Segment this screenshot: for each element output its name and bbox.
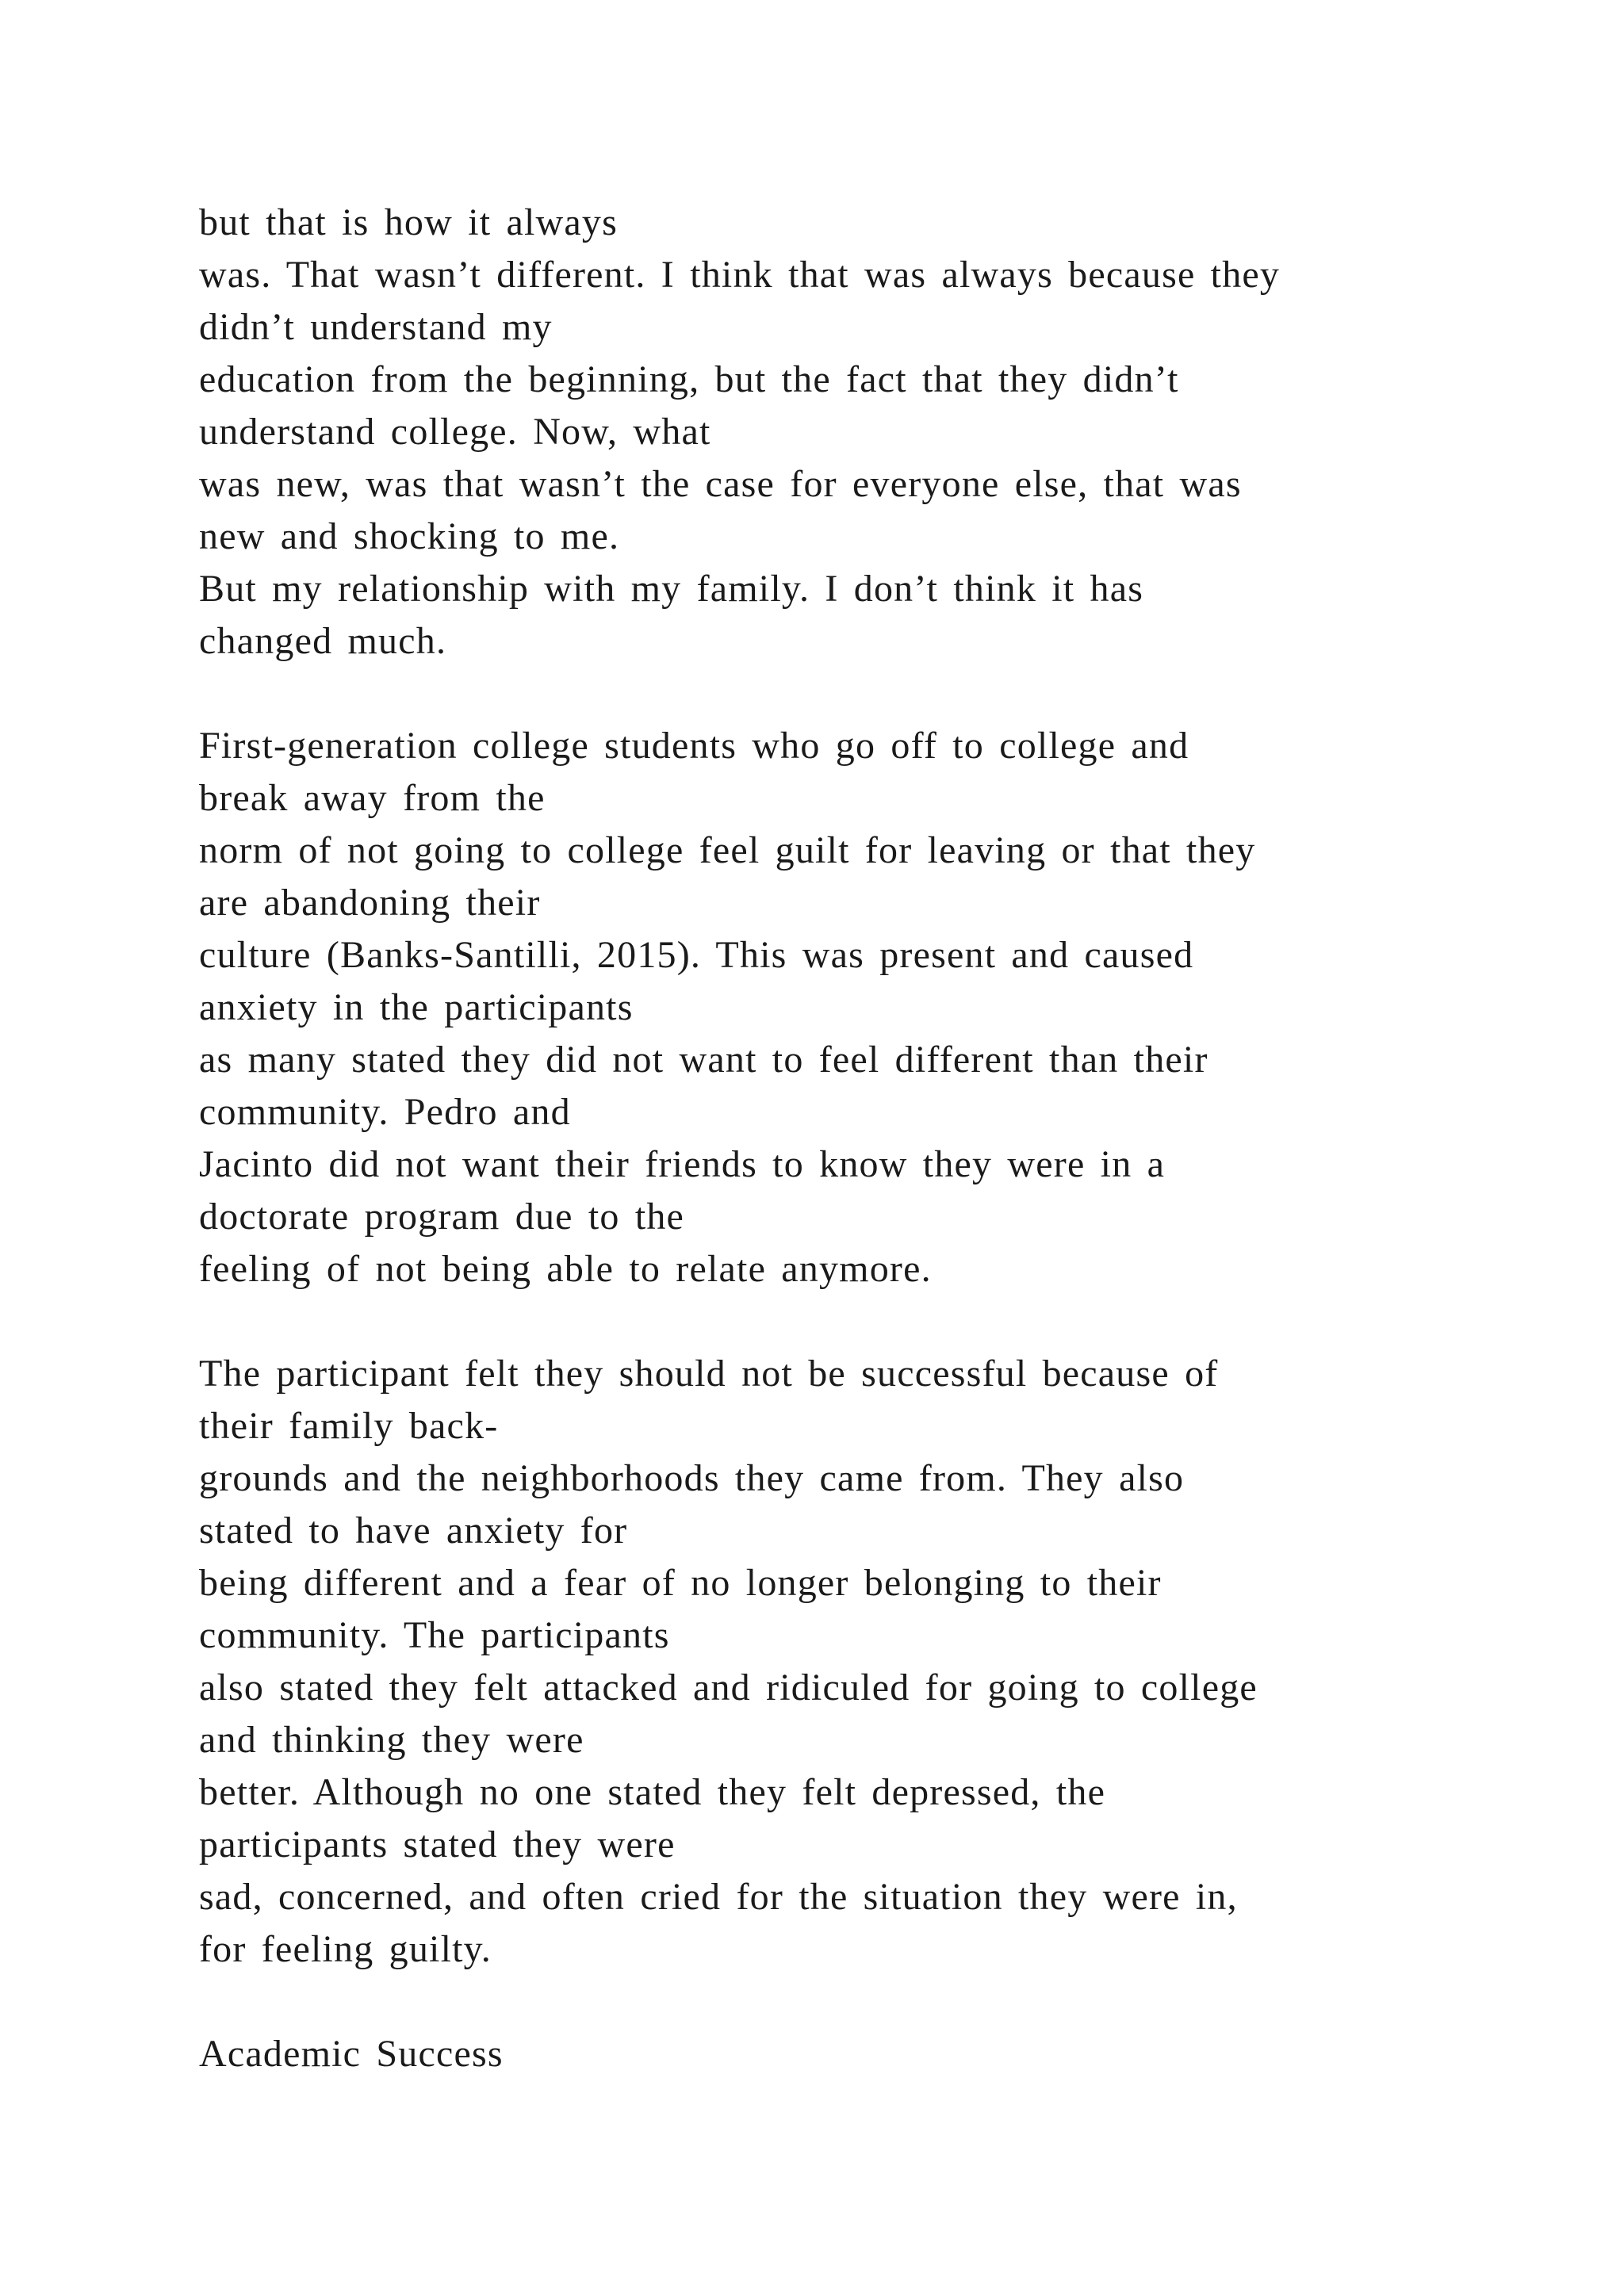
paragraph-spacer <box>199 668 1500 720</box>
text-line: their family back- <box>199 1405 499 1447</box>
text-line: was. That wasn’t different. I think that was always because they <box>199 254 1281 296</box>
text-line: better. Although no one stated they felt depressed, the <box>199 1771 1106 1813</box>
text-line: but that is how it always <box>199 201 618 243</box>
section-heading: Academic Success <box>199 2033 504 2075</box>
text-line: community. Pedro and <box>199 1091 571 1133</box>
text-line: education from the beginning, but the fact that they didn’t <box>199 358 1179 400</box>
text-line: for feeling guilty. <box>199 1928 492 1970</box>
text-line: anxiety in the participants <box>199 986 634 1028</box>
paragraph-2 <box>199 720 1500 1295</box>
text-line: participants stated they were <box>199 1823 676 1866</box>
text-line: First-generation college students who go off to college and <box>199 725 1189 767</box>
text-line: being different and a fear of no longer belonging to their <box>199 1562 1162 1604</box>
text-line: break away from the <box>199 777 546 819</box>
text-line: also stated they felt attacked and ridiculed for going to college <box>199 1667 1258 1709</box>
text-line: changed much. <box>199 620 447 662</box>
paragraph-spacer <box>199 1295 1500 1348</box>
text-line: feeling of not being able to relate anymore. <box>199 1248 932 1290</box>
text-line: norm of not going to college feel guilt for leaving or that they <box>199 829 1256 871</box>
document-body <box>199 197 1500 2080</box>
text-line: stated to have anxiety for <box>199 1510 628 1552</box>
text-line: as many stated they did not want to feel different than their <box>199 1039 1208 1081</box>
text-line: are abandoning their <box>199 882 541 924</box>
paragraph-3 <box>199 1348 1500 1976</box>
text-line: was new, was that wasn’t the case for everyone else, that was <box>199 463 1242 505</box>
text-line: The participant felt they should not be successful because of <box>199 1353 1219 1395</box>
text-line: sad, concerned, and often cried for the situation they were in, <box>199 1876 1238 1918</box>
paragraph-1 <box>199 197 1500 668</box>
text-line: grounds and the neighborhoods they came from. They also <box>199 1457 1185 1499</box>
text-line: doctorate program due to the <box>199 1196 685 1238</box>
text-line: culture (Banks-Santilli, 2015). This was present and caused <box>199 934 1194 976</box>
paragraph-spacer <box>199 1976 1500 2028</box>
text-line: new and shocking to me. <box>199 515 620 557</box>
text-line: understand college. Now, what <box>199 411 711 453</box>
text-line: and thinking they were <box>199 1719 584 1761</box>
text-line: Jacinto did not want their friends to know they were in a <box>199 1143 1166 1185</box>
text-line: But my relationship with my family. I don’t think it has <box>199 568 1144 610</box>
text-line: didn’t understand my <box>199 306 553 348</box>
text-line: community. The participants <box>199 1614 670 1656</box>
